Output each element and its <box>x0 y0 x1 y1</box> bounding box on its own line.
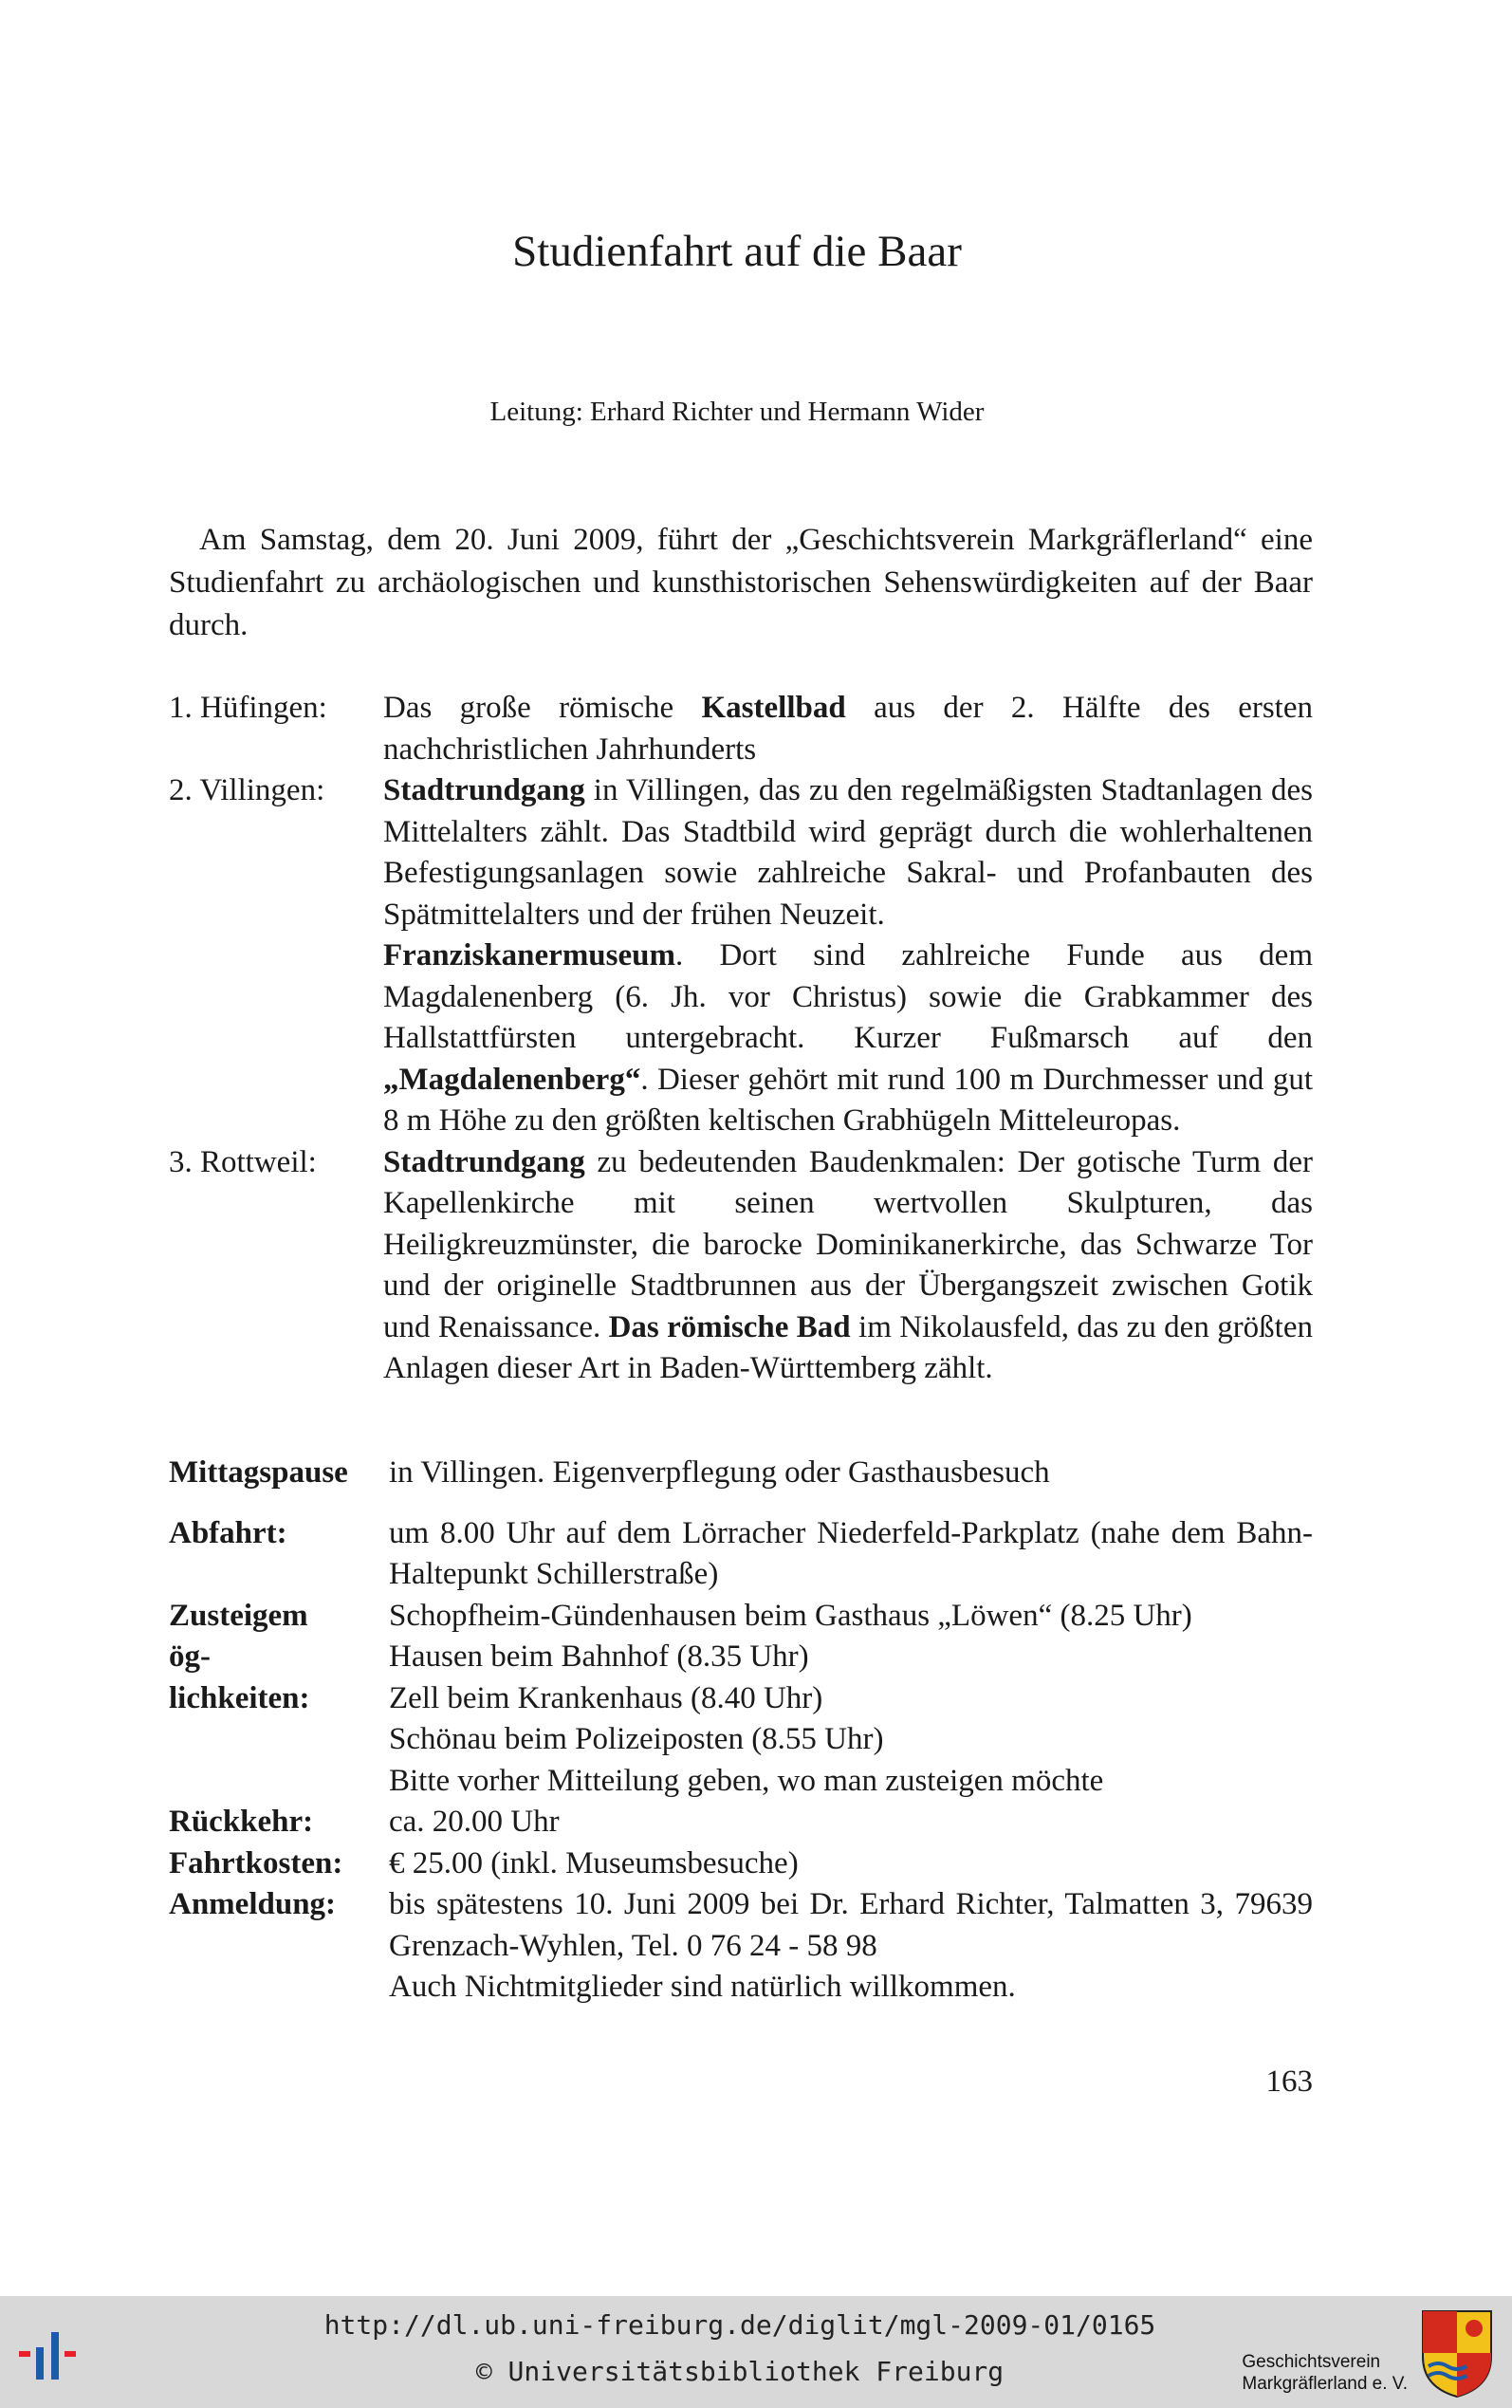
stop-villingen <box>169 770 1313 1142</box>
stop-label: 2. Villingen: <box>169 773 325 807</box>
registration-line: bis spätestens 10. Juni 2009 bei Dr. Erhard Richter, Talmatten 3, 79639 Grenzach-Wyhlen, Tel. 0 76 24 - 58 98 <box>389 1887 1313 1963</box>
stops-list <box>169 688 1313 1390</box>
info-label <box>169 1596 389 1803</box>
info-text <box>389 1596 1313 1803</box>
stop-text-rest: . Dort sind zahlreiche Funde aus dem Magdalenenberg (6. Jh. vor Christus) sowie die Grabkammer des Hallstattfürsten untergebracht. Kurzer Fußmarsch auf den <box>383 938 1313 1055</box>
info-cost <box>169 1843 1313 1885</box>
info-label: Rückkehr: <box>169 1805 314 1839</box>
stop-label: 3. Rottweil: <box>169 1144 317 1179</box>
stop-huefingen <box>169 688 1313 770</box>
society-crest-icon <box>1419 2307 1495 2399</box>
library-footer <box>0 2296 1512 2408</box>
stop-label: 1. Hüfingen: <box>169 691 327 725</box>
stop-highlight: Franziskanermuseum <box>383 938 675 972</box>
stop-text-mid: zu bedeutenden Baudenkmalen: Der gotische Turm der Kapellenkirche mit seinen wertvollen Skulpturen, das Heiligkreuzmünster, die barocke Dominikanerkirche, das Schwarze Tor und der originelle Stadtbrunnen aus der Übergangszeit zwischen Gotik und Renaissance. <box>383 1144 1313 1344</box>
boarding-line: Schopfheim-Gündenhausen beim Gasthaus „Löwen“ (8.25 Uhr) <box>389 1598 1192 1633</box>
stop-highlight: Stadtrundgang <box>383 1144 585 1179</box>
info-label-text: Zusteigemög- lichkeiten: <box>169 1598 310 1715</box>
boarding-line: Schönau beim Polizeiposten (8.55 Uhr) <box>389 1722 884 1756</box>
intro-paragraph: Am Samstag, dem 20. Juni 2009, führt der „Geschichtsverein Markgräflerland“ eine Studienfahrt zu archäologischen und kunsthistorischen Sehenswürdigkeiten auf der Baar durch. <box>169 523 1313 642</box>
society-line: Geschichtsverein <box>1242 2352 1381 2372</box>
info-label: Anmeldung: <box>169 1887 337 1921</box>
source-url-link[interactable]: http://dl.ub.uni-freiburg.de/diglit/mgl-2009-01/0165 <box>323 2309 1156 2341</box>
stop-text <box>383 688 1313 770</box>
info-label: Mittagspause <box>169 1455 348 1490</box>
boarding-line: Hausen beim Bahnhof (8.35 Uhr) <box>389 1639 809 1674</box>
stop-highlight: Kastellbad <box>701 691 846 725</box>
stop-text-rest: in Villingen, das zu den regelmäßigsten Stadtanlagen des Mittelalters zählt. Das Stadtbild wird geprägt durch die wohlerhaltenen Befestigungsanlagen sowie zahlreiche Sakral- und Profanbauten des Spätmittelalters und der frühen Neuzeit. <box>383 773 1313 932</box>
info-text: um 8.00 Uhr auf dem Lörracher Niederfeld-Parkplatz (nahe dem Bahn-Haltepunkt Schillerstraße) <box>389 1515 1313 1591</box>
info-lunch <box>169 1453 1313 1494</box>
info-boarding <box>169 1596 1313 1803</box>
info-return <box>169 1802 1313 1843</box>
trip-info <box>169 1453 1313 2009</box>
page-number: 163 <box>1265 2065 1313 2099</box>
stop-rottweil <box>169 1142 1313 1390</box>
boarding-line: Zell beim Krankenhaus (8.40 Uhr) <box>389 1680 823 1715</box>
info-text <box>389 1884 1313 2009</box>
stop-highlight: Das römische Bad <box>608 1309 851 1344</box>
stop-text-pre: Das große römische <box>383 691 702 725</box>
stop-text <box>383 1142 1313 1390</box>
info-text: € 25.00 (inkl. Museumsbesuche) <box>389 1845 799 1880</box>
info-text: in Villingen. Eigenverpflegung oder Gasthausbesuch <box>389 1455 1050 1490</box>
boarding-line: Bitte vorher Mitteilung geben, wo man zusteigen möchte <box>389 1763 1104 1798</box>
copyright-text: © Universitätsbibliothek Freiburg <box>475 2356 1005 2387</box>
stop-highlight: Stadtrundgang <box>383 773 585 807</box>
info-label: Abfahrt: <box>169 1515 287 1550</box>
stop-paragraph <box>383 770 1313 935</box>
stop-text-post: im Nikolausfeld, das zu den größten Anlagen dieser Art in Baden-Württemberg zählt. <box>383 1309 1314 1385</box>
info-text: ca. 20.00 Uhr <box>389 1805 560 1839</box>
stop-text <box>383 770 1313 1142</box>
registration-line: Auch Nichtmitglieder sind natürlich willkommen. <box>389 1970 1016 2004</box>
page-title: Studienfahrt auf die Baar <box>512 227 962 276</box>
stop-text-rest: . Dieser gehört mit rund 100 m Durchmesser und gut 8 m Höhe zu den größten keltischen Grabhügeln Mitteleuropas. <box>383 1062 1313 1138</box>
page-subtitle: Leitung: Erhard Richter und Hermann Wider <box>489 397 985 427</box>
stop-paragraph <box>383 935 1313 1142</box>
society-name <box>1242 2351 1408 2395</box>
stop-highlight: „Magdalenenberg“ <box>383 1062 641 1097</box>
society-line: Markgräflerland e. V. <box>1242 2374 1408 2394</box>
info-registration <box>169 1884 1313 2009</box>
info-departure <box>169 1513 1313 1596</box>
stop-text-post: aus der 2. Hälfte des ersten nachchristlichen Jahrhunderts <box>383 691 1313 767</box>
info-label: Fahrtkosten: <box>169 1845 343 1880</box>
